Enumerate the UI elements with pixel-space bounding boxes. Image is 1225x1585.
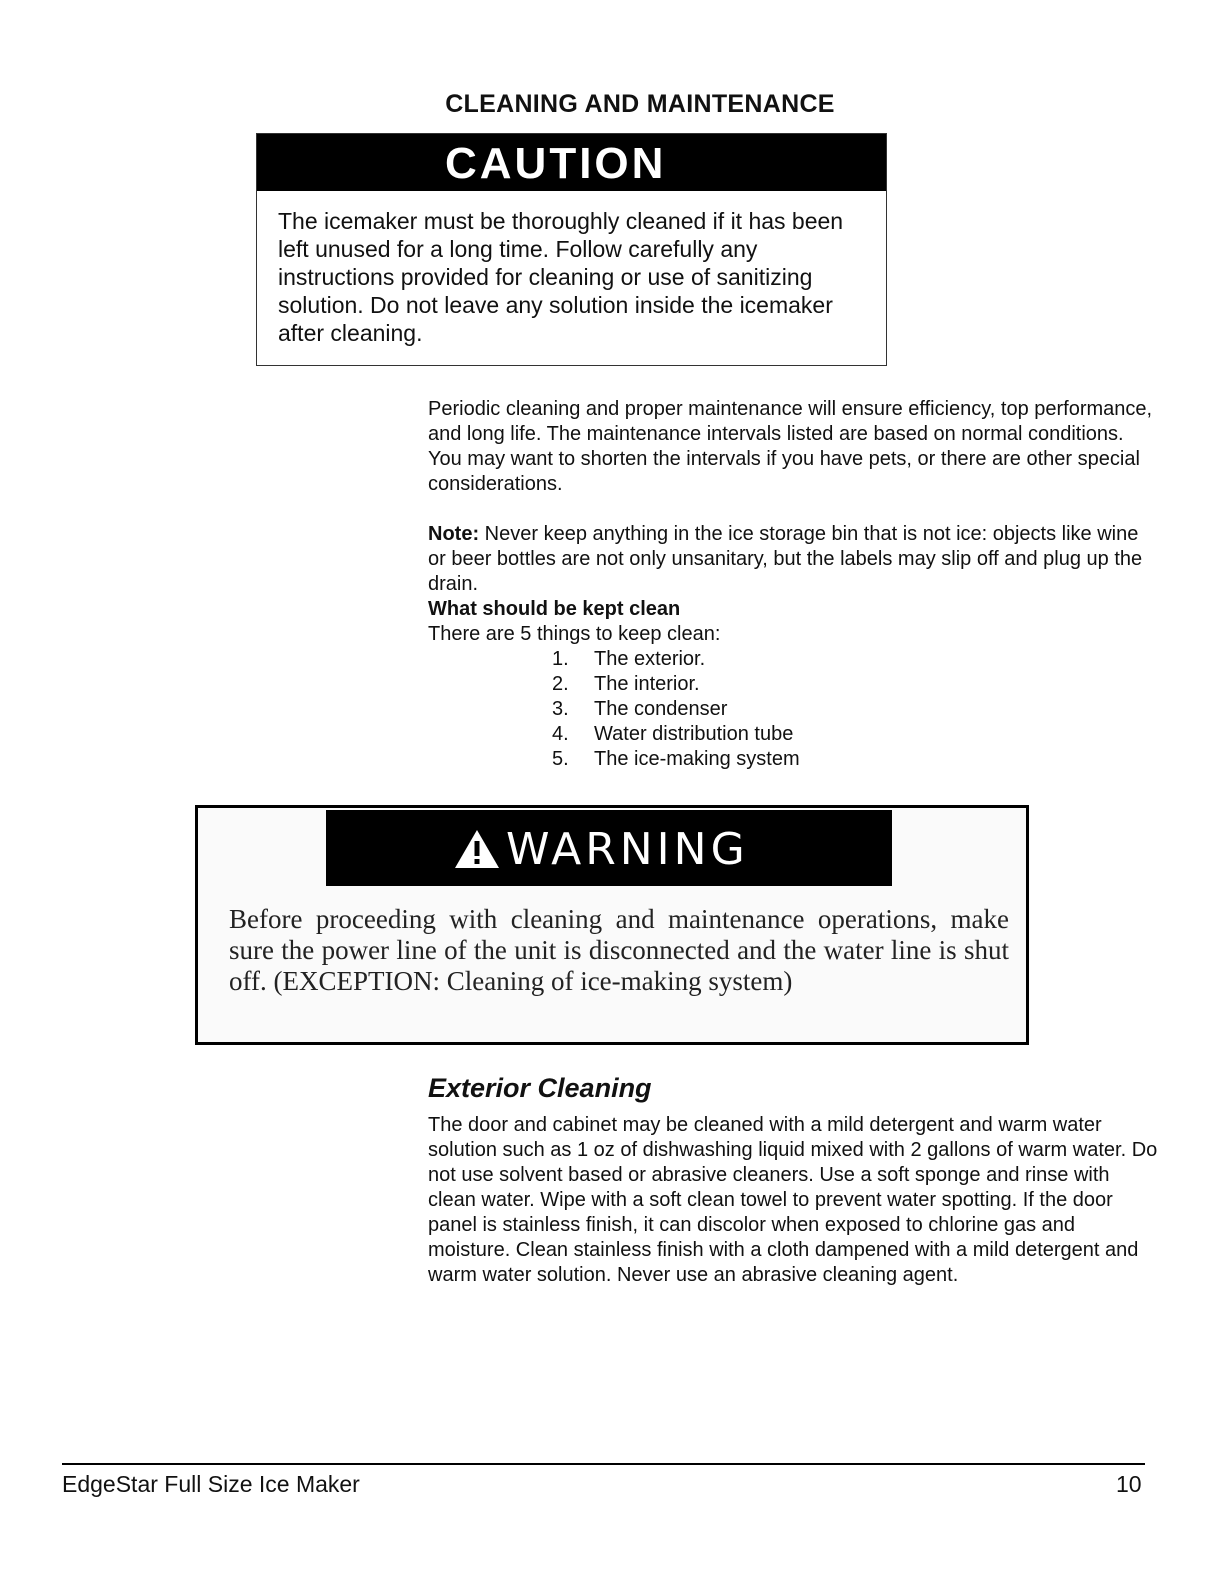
intro-paragraph: Periodic cleaning and proper maintenance will ensure efficiency, top performance, and long life. The maintenance intervals listed are based on normal conditions. You may want to shorten the intervals if you have pets, or there are other special considerations. xyxy=(428,398,1153,495)
exterior-cleaning-heading: Exterior Cleaning xyxy=(428,1073,652,1103)
note-paragraph xyxy=(428,522,1158,597)
warning-header xyxy=(326,810,892,886)
note-block xyxy=(428,522,1158,647)
list-item-text: The condenser xyxy=(594,698,728,720)
warning-triangle-icon xyxy=(454,828,500,870)
footer-title: EdgeStar Full Size Ice Maker xyxy=(62,1471,360,1497)
page-number: 10 xyxy=(1116,1471,1142,1497)
list-item xyxy=(552,747,800,772)
keep-clean-heading: What should be kept clean xyxy=(428,598,681,620)
keep-clean-list xyxy=(552,647,800,772)
list-item-number: 1. xyxy=(552,648,569,670)
caution-label: CAUTION xyxy=(257,134,886,191)
warning-label: WARNING xyxy=(506,824,749,875)
list-item-number: 5. xyxy=(552,748,569,770)
footer-divider xyxy=(62,1463,1145,1465)
caution-text: The icemaker must be thoroughly cleaned if it has been left unused for a long time. Follow carefully any instructions provided for cleaning or use of sanitizing solution. Do not leave any solution inside the icemaker after cleaning. xyxy=(278,208,844,346)
section-title: CLEANING AND MAINTENANCE xyxy=(445,90,835,118)
list-item xyxy=(552,647,800,672)
exterior-cleaning-paragraph: The door and cabinet may be cleaned with a mild detergent and warm water solution such as 1 oz of dishwashing liquid mixed with 2 gallons of warm water. Do not use solvent based or abrasive cleaners. Use a soft sponge and rinse with clean water. Wipe with a soft clean towel to prevent water spotting. If the door panel is stainless finish, it can discolor when exposed to chlorine gas and moisture. Clean stainless finish with a cloth dampened with a mild detergent and warm water solution. Never use an abrasive cleaning agent. xyxy=(428,1114,1158,1286)
note-text: Never keep anything in the ice storage bin that is not ice: objects like wine or beer bottles are not only unsanitary, but the labels may slip off and plug up the drain. xyxy=(428,523,1143,595)
list-item xyxy=(552,722,800,747)
warning-box xyxy=(195,805,1029,1045)
list-item-text: The ice-making system xyxy=(594,748,800,770)
list-item-number: 3. xyxy=(552,698,569,720)
list-item-number: 2. xyxy=(552,673,569,695)
list-item-text: Water distribution tube xyxy=(594,723,794,745)
warning-text: Before proceeding with cleaning and maintenance operations, make sure the power line of the unit is disconnected and the water line is shut off. (EXCEPTION: Cleaning of ice-making system) xyxy=(229,904,1009,996)
list-item xyxy=(552,697,800,722)
list-item-text: The interior. xyxy=(594,673,700,695)
keep-clean-lead: There are 5 things to keep clean: xyxy=(428,623,721,645)
note-label: Note: xyxy=(428,523,480,545)
list-item-number: 4. xyxy=(552,723,569,745)
list-item xyxy=(552,672,800,697)
list-item-text: The exterior. xyxy=(594,648,706,670)
caution-box xyxy=(256,133,887,366)
